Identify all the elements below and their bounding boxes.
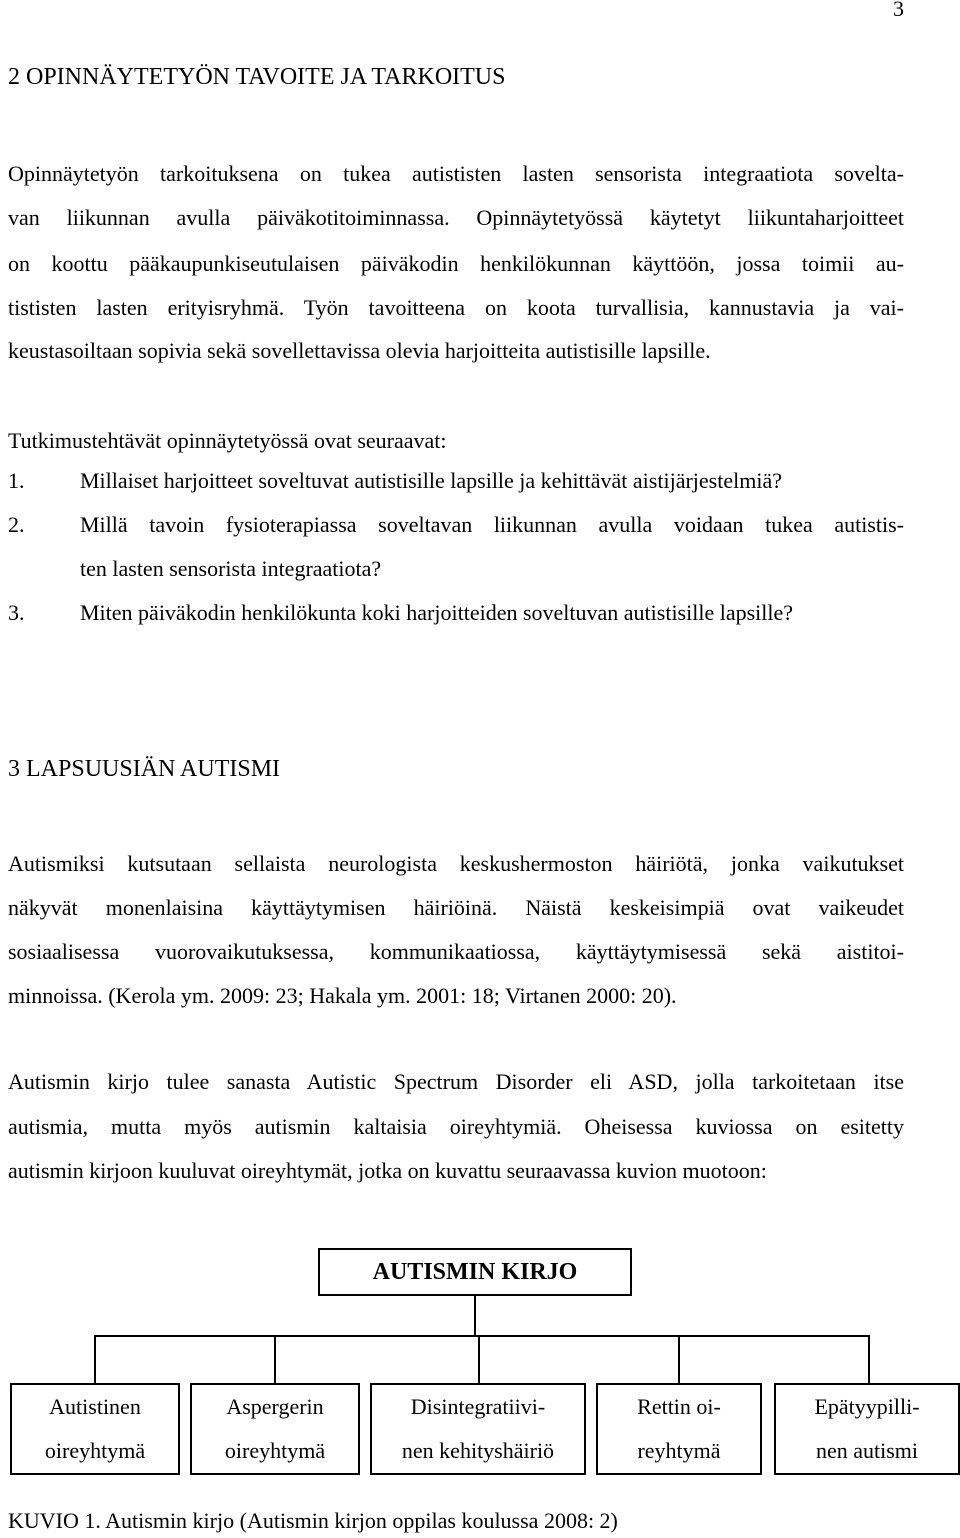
connector-child <box>868 1335 870 1383</box>
figure-caption: KUVIO 1. Autismin kirjo (Autismin kirjon oppilas koulussa 2008: 2) <box>8 1508 618 1533</box>
section-3-heading: 3 LAPSUUSIÄN AUTISMI <box>8 756 281 782</box>
paragraph-line: on koottu pääkaupunkiseutulaisen päiväkodin henkilökunnan käyttöön, jossa toimii au- <box>8 251 904 276</box>
paragraph-line: Opinnäytetyön tarkoituksena on tukea autististen lasten sensorista integraatiota sovelta- <box>8 161 904 186</box>
task-text: Millaiset harjoitteet soveltuvat autistisille lapsille ja kehittävät aistijärjestelmiä? <box>80 468 782 493</box>
child-line: Autistinen <box>49 1394 141 1419</box>
task-number: 3. <box>8 600 25 625</box>
connector-child <box>478 1335 480 1383</box>
connector-horizontal <box>94 1335 870 1337</box>
child-line: Epätyypilli- <box>814 1394 920 1419</box>
paragraph-line: autismia, mutta myös autismin kaltaisia oireyhtymiä. Oheisessa kuviossa on esitetty <box>8 1114 904 1139</box>
paragraph-line: keustasoiltaan sopivia sekä sovellettavissa olevia harjoitteita autistisille lapsille. <box>8 338 711 363</box>
child-line: nen kehityshäiriö <box>401 1438 555 1463</box>
task-text: Millä tavoin fysioterapiassa soveltavan liikunnan avulla voidaan tukea autistis- <box>80 512 904 537</box>
child-line: nen autismi <box>815 1438 919 1463</box>
paragraph-line: minnoissa. (Kerola ym. 2009: 23; Hakala ym. 2001: 18; Virtanen 2000: 20). <box>8 983 677 1008</box>
diagram-child-box <box>10 1383 180 1475</box>
diagram-child-box <box>596 1383 762 1475</box>
paragraph-line: sosiaalisessa vuorovaikutuksessa, kommunikaatiossa, käyttäytymisessä sekä aistitoi- <box>8 939 904 964</box>
section-2-heading: 2 OPINNÄYTETYÖN TAVOITE JA TARKOITUS <box>8 64 506 90</box>
page-number: 3 <box>893 0 904 21</box>
paragraph-line: Autismin kirjo tulee sanasta Autistic Spectrum Disorder eli ASD, jolla tarkoitetaan itse <box>8 1069 904 1094</box>
task-number: 1. <box>8 468 25 493</box>
child-line: Disintegratiivi- <box>410 1394 546 1419</box>
diagram-root-box: AUTISMIN KIRJO <box>318 1248 632 1296</box>
diagram-child-box <box>190 1383 360 1475</box>
task-number: 2. <box>8 512 25 537</box>
diagram-child-box <box>370 1383 586 1475</box>
child-line: Rettin oi- <box>637 1394 721 1419</box>
connector-child <box>94 1335 96 1383</box>
connector-child <box>678 1335 680 1383</box>
child-line: Aspergerin <box>226 1394 324 1419</box>
diagram-child-box <box>774 1383 960 1475</box>
connector-child <box>274 1335 276 1383</box>
child-line: oireyhtymä <box>224 1438 326 1463</box>
paragraph-line: näkyvät monenlaisina käyttäytymisen häiriöinä. Näistä keskeisimpiä ovat vaikeudet <box>8 895 904 920</box>
child-line: oireyhtymä <box>44 1438 146 1463</box>
paragraph-line: Autismiksi kutsutaan sellaista neurologista keskushermoston häiriötä, jonka vaikutukset <box>8 851 904 876</box>
task-text: Miten päiväkodin henkilökunta koki harjoitteiden soveltuvan autistisille lapsille? <box>80 600 794 625</box>
paragraph-line: van liikunnan avulla päiväkotitoiminnassa. Opinnäytetyössä käytetyt liikuntaharjoitteet <box>8 205 904 230</box>
connector-vertical-root <box>474 1296 476 1336</box>
task-text-continued: ten lasten sensorista integraatiota? <box>80 556 382 581</box>
paragraph-line: tististen lasten erityisryhmä. Työn tavoitteena on koota turvallisia, kannustavia ja vai- <box>8 295 904 320</box>
child-line: reyhtymä <box>637 1438 721 1463</box>
tasks-intro: Tutkimustehtävät opinnäytetyössä ovat seuraavat: <box>8 428 447 453</box>
paragraph-line: autismin kirjoon kuuluvat oireyhtymät, jotka on kuvattu seuraavassa kuvion muotoon: <box>8 1158 767 1183</box>
